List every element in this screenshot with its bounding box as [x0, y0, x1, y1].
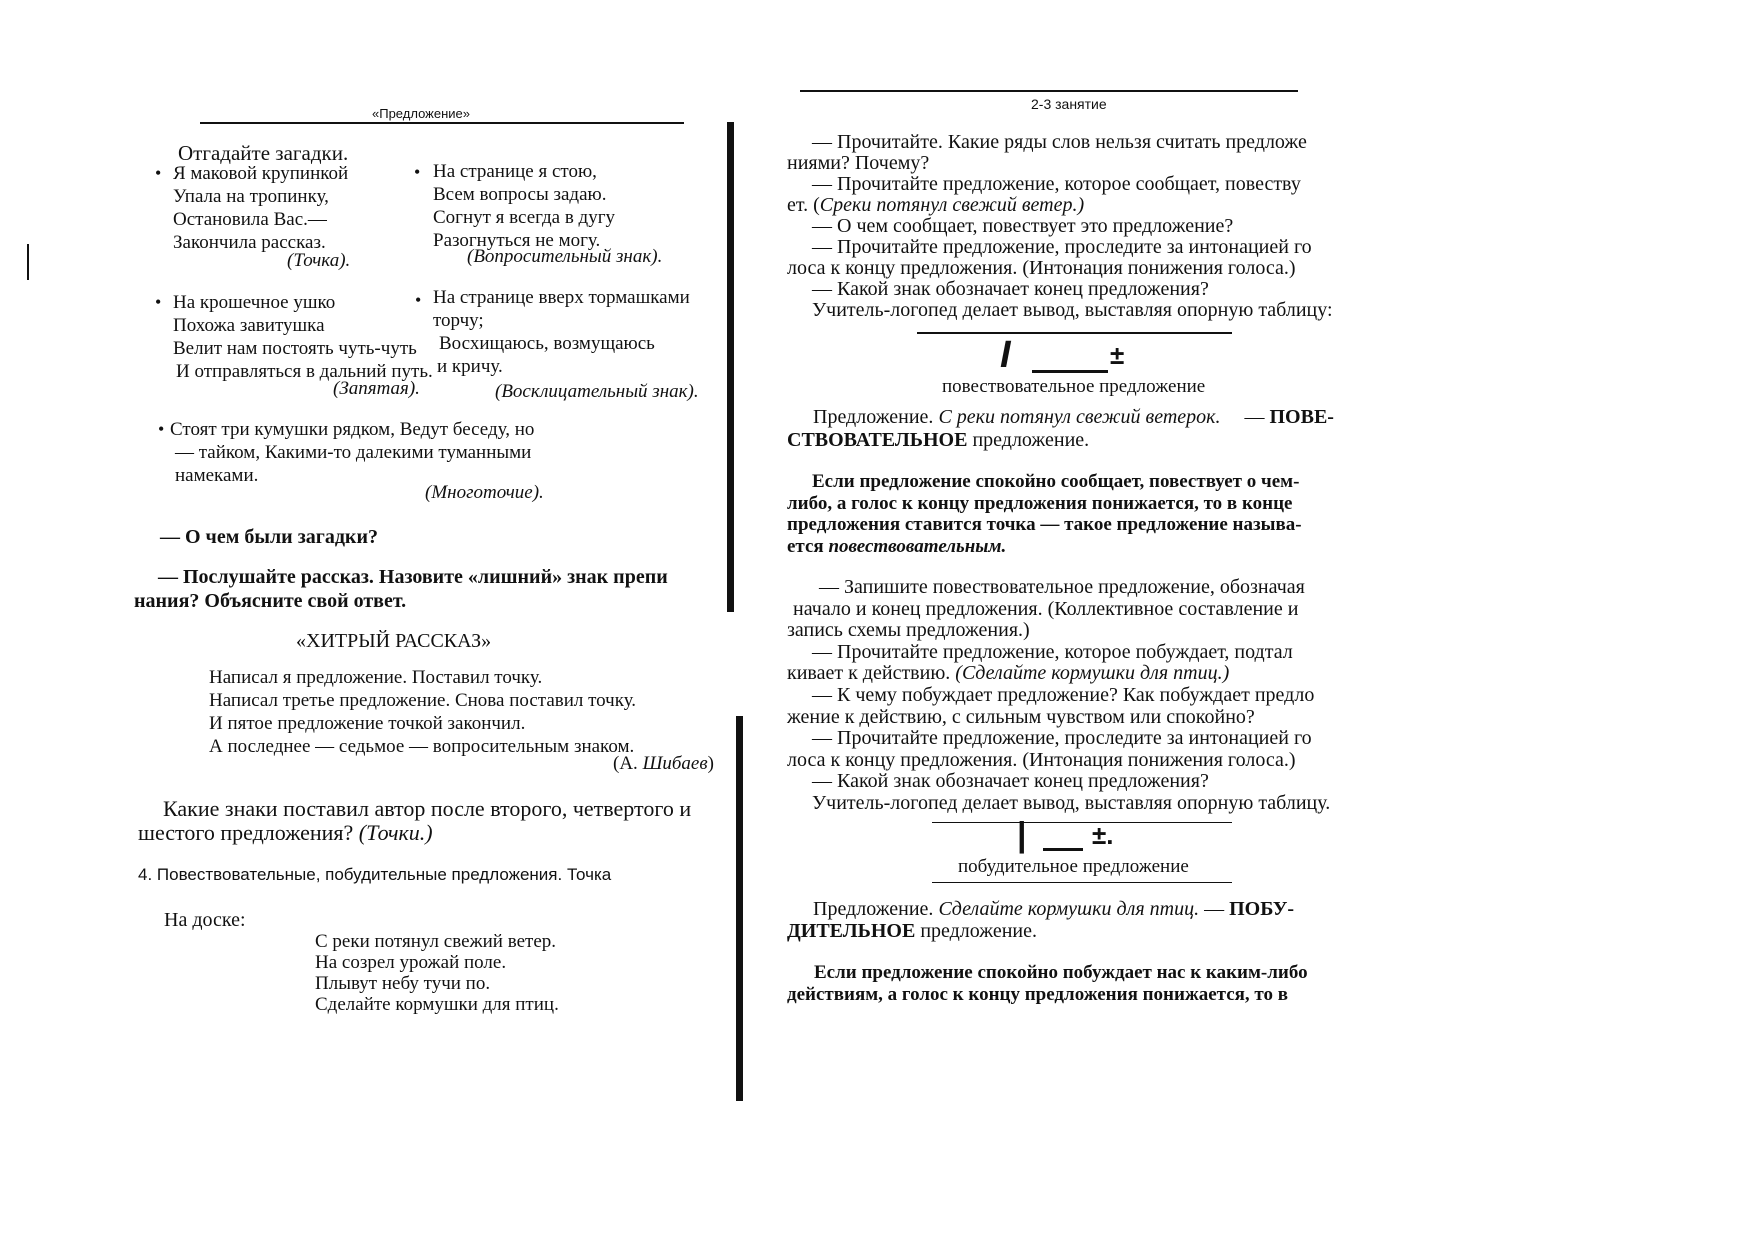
table-1-line [1032, 370, 1108, 373]
table-1-top-rule [917, 332, 1232, 334]
instruction-line [787, 663, 1330, 685]
story-line: И пятое предложение точкой закончил. [209, 713, 526, 734]
instruction-line: — Прочитайте предложение, которое сообщает, повеству [812, 173, 1301, 195]
author-suffix: ) [707, 753, 714, 774]
instruction-line: Учитель-логопед делает вывод, выставляя опорную таблицу. [812, 791, 1331, 814]
question-3-line-1: Какие знаки поставил автор после второго, четвертого и [163, 796, 692, 821]
instruction-line: жение к действию, с сильным чувством или спокойно? [787, 705, 1255, 728]
board-line: На созрел урожай поле. [315, 952, 507, 973]
riddle-line: Я маковой крупинкой [173, 163, 349, 184]
riddle-line: Остановила Вас.— [173, 209, 327, 230]
riddle-line: На крошечное ушко [173, 292, 336, 313]
riddle-line: Велит нам постоять чуть-чуть [173, 338, 417, 359]
riddle-line: Упала на тропинку, [173, 186, 329, 207]
riddle-line: Всем вопросы задаю. [433, 184, 607, 205]
riddle-line: Восхищаюсь, возмущаюсь [439, 333, 655, 354]
example-1-prefix: Предложение. [813, 406, 939, 428]
rule-term: повествовательным. [828, 535, 1007, 557]
table-1-symbol: I [1000, 334, 1011, 376]
right-page-header: 2-3 занятие [1031, 96, 1107, 112]
example-2-dash: — [1199, 898, 1230, 920]
riddle-4 [433, 286, 690, 378]
question-3-line-2 [138, 820, 433, 845]
riddle-line: И отправляться в дальний путь. [176, 361, 433, 382]
example-2-line-1 [813, 897, 1294, 921]
instruction-line: — К чему побуждает предложение? Как побуждает предло [812, 683, 1315, 706]
board-line: С реки потянул свежий ветер. [315, 931, 556, 952]
riddle-answer: (Точка). [287, 250, 351, 271]
example-1-line-1 [813, 405, 1334, 429]
bullet-icon: • [414, 162, 421, 182]
instruction-line [787, 195, 1333, 216]
instruction-line: — Какой знак обозначает конец предложения? [812, 278, 1209, 300]
riddle-2 [433, 160, 615, 252]
example-1-term: ПОВЕ- [1269, 406, 1334, 428]
instructions-block-1 [787, 132, 1333, 321]
author-prefix: (А. [613, 753, 643, 774]
example-1-suffix: предложение. [967, 429, 1090, 451]
rule-line [787, 536, 1302, 558]
right-header-rule [800, 90, 1298, 92]
instruction-line: начало и конец предложения. (Коллективное составление и [793, 597, 1299, 620]
table-2-sign: ±. [1092, 820, 1114, 850]
instruction-line: — Прочитайте предложение, которое побуждает, подтал [812, 640, 1293, 663]
instruction-line: лоса к концу предложения. (Интонация понижения голоса.) [787, 257, 1296, 279]
riddle-3 [173, 291, 433, 383]
example-2-line-2 [787, 919, 1037, 943]
riddles-intro: Отгадайте загадки. [178, 141, 349, 165]
table-2-line [1043, 848, 1083, 851]
instruction-line: ниями? Почему? [787, 152, 930, 174]
instruction-text: ет. ( [787, 194, 820, 216]
instructions-block-2 [787, 577, 1330, 815]
instruction-line: — Запишите повествовательное предложение, обозначая [819, 576, 1305, 598]
question-2-line-1: — Послушайте рассказ. Назовите «лишний» знак препи [158, 566, 668, 588]
table-2-top-rule [932, 822, 1232, 823]
question-3-text: шестого предложения? [138, 820, 354, 845]
rule-line: действиям, а голос к концу предложения понижается, то в [787, 984, 1289, 1005]
riddle-line: На странице я стою, [433, 161, 597, 182]
story-title: «ХИТРЫЙ РАССКАЗ» [296, 630, 492, 652]
instruction-line: — Прочитайте предложение, проследите за интонацией го [812, 727, 1312, 750]
table-2-symbol: | [1017, 816, 1027, 854]
instruction-example: (Сделайте кормушки для птиц.) [955, 662, 1230, 685]
instruction-line: — О чем сообщает, повествует это предложение? [812, 215, 1234, 237]
riddle-line: Стоят три кумушки рядком, Ведут беседу, но [170, 419, 535, 440]
instruction-example: Среки потянул свежий ветер.) [819, 194, 1085, 216]
rule-line: либо, а голос к концу предложения понижается, то в конце [787, 492, 1293, 514]
riddle-line: торчу; [433, 310, 484, 331]
story-line: А последнее — седьмое — вопросительным знаком. [209, 736, 635, 757]
example-2-term-end: ДИТЕЛЬНОЕ [787, 920, 916, 942]
instruction-line: Учитель-логопед делает вывод, выставляя опорную таблицу: [812, 299, 1333, 321]
riddle-line: Согнут я всегда в дугу [433, 207, 616, 228]
table-1-caption: повествовательное предложение [942, 376, 1206, 397]
example-2-sentence: Сделайте кормушки для птиц. [938, 898, 1200, 920]
section-title: 4. Повествовательные, побудительные предложения. Точка [138, 865, 612, 884]
rule-text: ется [787, 535, 829, 557]
table-2-caption: побудительное предложение [958, 856, 1189, 877]
board-sentences [315, 931, 559, 1015]
rule-line: Если предложение спокойно побуждает нас к каким-либо [814, 962, 1308, 983]
riddle-line: Похожа завитушка [173, 315, 325, 336]
bullet-icon: • [415, 290, 422, 310]
example-2-suffix: предложение. [915, 920, 1038, 942]
riddle-line: — тайком, Какими-то далекими туманными [175, 442, 532, 463]
riddle-answer: (Запятая). [333, 378, 420, 399]
story-line: Написал третье предложение. Снова поставил точку. [209, 690, 637, 711]
riddle-line: На странице вверх тормашками [433, 287, 690, 308]
bullet-icon: • [155, 292, 162, 312]
story-author [613, 752, 714, 775]
instruction-text: кивает к действию. [787, 662, 956, 685]
example-1-dash: — [1244, 406, 1270, 428]
instruction-line: — Прочитайте. Какие ряды слов нельзя считать предложе [812, 131, 1307, 153]
example-1-line-2 [787, 428, 1089, 452]
margin-mark [27, 244, 29, 280]
instruction-line: — Прочитайте предложение, проследите за интонацией го [812, 236, 1312, 258]
example-1-sentence: С реки потянул свежий ветерок. [938, 406, 1221, 428]
rule-line: Если предложение спокойно сообщает, повествует о чем- [812, 471, 1300, 492]
instruction-line: запись схемы предложения.) [787, 619, 1030, 642]
riddle-line: Закончила рассказ. [173, 232, 326, 253]
riddle-5 [170, 418, 534, 487]
story-text [209, 666, 636, 758]
riddle-answer: (Вопросительный знак). [467, 246, 663, 267]
left-header-rule [200, 122, 684, 124]
riddle-line: намеками. [175, 465, 259, 486]
riddle-answer: (Восклицательный знак). [495, 381, 699, 402]
story-line: Написал я предложение. Поставил точку. [209, 667, 543, 688]
question-2-line-2: нания? Объясните свой ответ. [134, 590, 407, 612]
page-divider-bottom [736, 716, 743, 1101]
board-line: Сделайте кормушки для птиц. [315, 994, 559, 1015]
riddle-line: Разогнуться не могу. [433, 230, 601, 251]
instruction-line: — Какой знак обозначает конец предложения? [812, 770, 1209, 793]
bullet-icon: • [155, 163, 162, 183]
left-page-header: «Предложение» [372, 106, 470, 121]
board-line: Плывут небу тучи по. [315, 973, 491, 994]
rule-1 [787, 471, 1302, 557]
example-1-term-end: СТВОВАТЕЛЬНОЕ [787, 429, 968, 451]
riddle-1 [173, 162, 348, 254]
table-1-sign: ± [1110, 340, 1125, 370]
rule-line: предложения ставится точка — такое предложение называ- [787, 514, 1302, 535]
bullet-icon: • [158, 419, 165, 439]
instruction-line: лоса к концу предложения. (Интонация понижения голоса.) [787, 748, 1296, 771]
board-label: На доске: [164, 909, 246, 931]
table-2-bottom-rule [932, 882, 1232, 883]
riddle-answer: (Многоточие). [425, 482, 544, 503]
rule-2 [787, 962, 1308, 1006]
question-1: — О чем были загадки? [160, 526, 378, 548]
riddle-line: и кричу. [437, 356, 503, 377]
example-2-term: ПОБУ- [1229, 898, 1295, 920]
example-2-prefix: Предложение. [813, 898, 939, 920]
question-3-answer: (Точки.) [358, 820, 433, 845]
author-name: Шибаев [642, 753, 708, 774]
page-divider-top [727, 122, 734, 612]
